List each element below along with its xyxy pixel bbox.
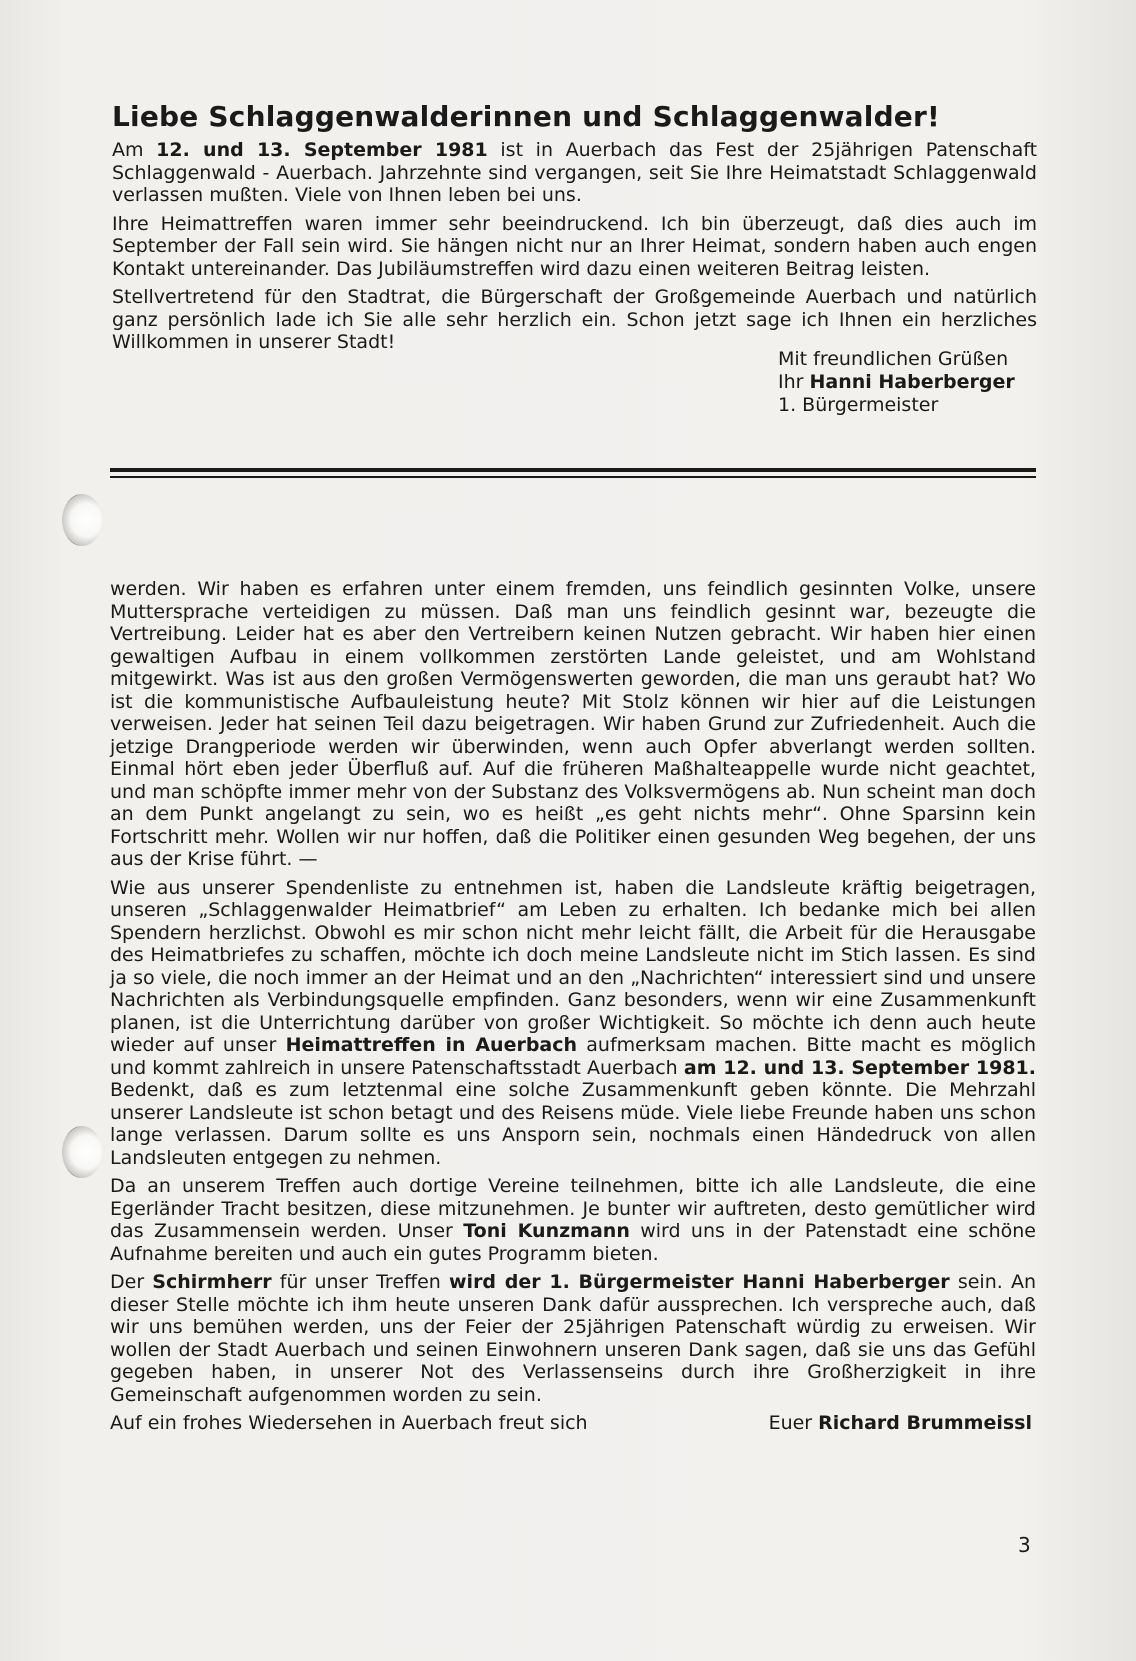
- divider-rule-thick: [110, 468, 1036, 472]
- letter-paragraph-2: Ihre Heimattreffen waren immer sehr beeindruckend. Ich bin überzeugt, daß dies auch im September der Fall sein wird. Sie hängen nicht nur an Ihrer Heimat, sondern haben auch engen Kontakt untereinander. Das Jubiläumstreffen wird dazu einen weiteren Beitrag leisten.: [112, 212, 1037, 280]
- letter-signoff: [778, 348, 1037, 417]
- article-signer-name: Richard Brummeissl: [818, 1412, 1032, 1434]
- letter-paragraph-3: Stellvertretend für den Stadtrat, die Bürgerschaft der Großgemeinde Auerbach und natürlich ganz persönlich lade ich Sie alle sehr herzlich ein. Schon jetzt sage ich Ihnen ein herzliches Willkommen in unserer Stadt!: [112, 286, 1037, 353]
- letter-greeting: Mit freundlichen Grüßen: [778, 347, 1009, 370]
- article-paragraph-1: werden. Wir haben es erfahren unter einem fremden, uns feindlich gesinnten Volke, unsere Muttersprache verteidigen zu müssen. Daß man uns feindlich gesinnt war, bezeugte die Vertreibung. Leider hat es aber den Vertreibern keinen Nutzen gebracht. Wir haben hier einen gewaltigen Aufbau in einem vollkommen zerstörten Lande geleistet, und am Wohlstand mitgewirkt. Was ist aus den großen Vermögenswerten geworden, die man uns geraubt hat? Wo ist die kommunistische Aufbauleistung heute? Mit Stolz können wir hier auf die Leistungen verweisen. Jeder hat seinen Teil dazu beigetragen. Wir haben Grund zur Zufriedenheit. Auch die jetzige Drangperiode werden wir überwinden, wenn auch Opfer abverlangt werden sollten. Einmal hört eben jeder Überfluß auf. Auf die früheren Maßhalteappelle wurde nicht geachtet, und man schöpfte immer mehr von der Substanz des Volksvermögens ab. Nun scheint man doch an dem Punkt angelangt zu sein, wo es heißt „es geht nichts mehr“. Ohne Sparsinn kein Fortschritt mehr. Wollen wir nur hoffen, daß die Politiker einen gesunden Weg begehen, der uns aus der Krise führt. —: [110, 578, 1036, 870]
- letter-signer-name: Hanni Haberberger: [809, 370, 1015, 393]
- mayor-letter: [112, 100, 1037, 417]
- letter-title: Liebe Schlaggenwalderinnen und Schlaggenwalder!: [112, 100, 940, 133]
- article-signer: Euer Richard Brummeissl: [768, 1412, 1032, 1434]
- article-paragraph-2: Wie aus unserer Spendenliste zu entnehmen ist, haben die Landsleute kräftig beigetragen, unseren „Schlaggenwalder Heimatbrief“ am Leben zu erhalten. Ich bedanke mich bei allen Spendern herzlichst. Obwohl es mir schon nicht mehr leicht fällt, die Arbeit für die Herausgabe des Heimatbriefes zu schaffen, möchte ich doch meine Landsleute nicht im Stich lassen. Es sind ja so viele, die noch immer an der Heimat und an den „Nachrichten“ interessiert sind und unsere Nachrichten als Verbindungsquelle empfinden. Ganz besonders, wenn wir eine Zusammenkunft planen, ist die Unterrichtung darüber von großer Wichtigkeit. So möchte ich denn auch heute wieder auf unser Heimattreffen in Auerbach aufmerksam machen. Bitte macht es möglich und kommt zahlreich in unsere Patenschaftsstadt Auerbach am 12. und 13. September 1981. Bedenkt, daß es zum letztenmal eine solche Zusammenkunft geben könnte. Die Mehrzahl unserer Landsleute ist schon betagt und des Reisens müde. Viele liebe Freunde haben uns schon lange verlassen. Darum sollte es uns Ansporn sein, nochmals einen Händedruck von allen Landsleuten entgegen zu nehmen.: [110, 876, 1036, 1169]
- letter-signer: Ihr Hanni Haberberger: [778, 370, 1015, 393]
- divider-rule-thin: [110, 476, 1036, 478]
- article-body: [110, 578, 1036, 1435]
- punch-hole-bottom: [62, 1126, 102, 1178]
- article-paragraph-3: Da an unserem Treffen auch dortige Vereine teilnehmen, bitte ich alle Landsleute, die eine Egerländer Tracht besitzen, diese mitzunehmen. Je bunter wir auftreten, desto gemütlicher wird das Zusammensein werden. Unser Toni Kunzmann wird uns in der Patenstadt eine schöne Aufnahme bereiten und auch ein gutes Programm bieten.: [110, 1175, 1036, 1265]
- closing-line: Auf ein frohes Wiedersehen in Auerbach freut sich: [110, 1412, 588, 1434]
- letter-signer-title: 1. Bürgermeister: [778, 393, 939, 416]
- article-paragraph-4: Der Schirmherr für unser Treffen wird der 1. Bürgermeister Hanni Haberberger sein. An dieser Stelle möchte ich ihm heute unseren Dank dafür aussprechen. Ich verspreche auch, daß wir uns bemühen werden, uns der Feier der 25jährigen Patenschaft würdig zu erweisen. Wir wollen der Stadt Auerbach und seinen Einwohnern unseren Dank sagen, daß sie uns das Gefühl gegeben haben, in unserer Not des Verlassenseins durch ihre Großherzigkeit in ihre Gemeinschaft aufgenommen worden zu sein.: [110, 1271, 1036, 1406]
- page-number: 3: [1018, 1533, 1031, 1557]
- letter-paragraph-1: Am 12. und 13. September 1981 ist in Auerbach das Fest der 25jährigen Patenschaft Schlaggenwald - Auerbach. Jahrzehnte sind vergangen, seit Sie Ihre Heimatstadt Schlaggenwald verlassen mußten. Viele von Ihnen leben bei uns.: [112, 139, 1038, 206]
- article-closing: [110, 1408, 1036, 1435]
- punch-hole-top: [62, 494, 102, 546]
